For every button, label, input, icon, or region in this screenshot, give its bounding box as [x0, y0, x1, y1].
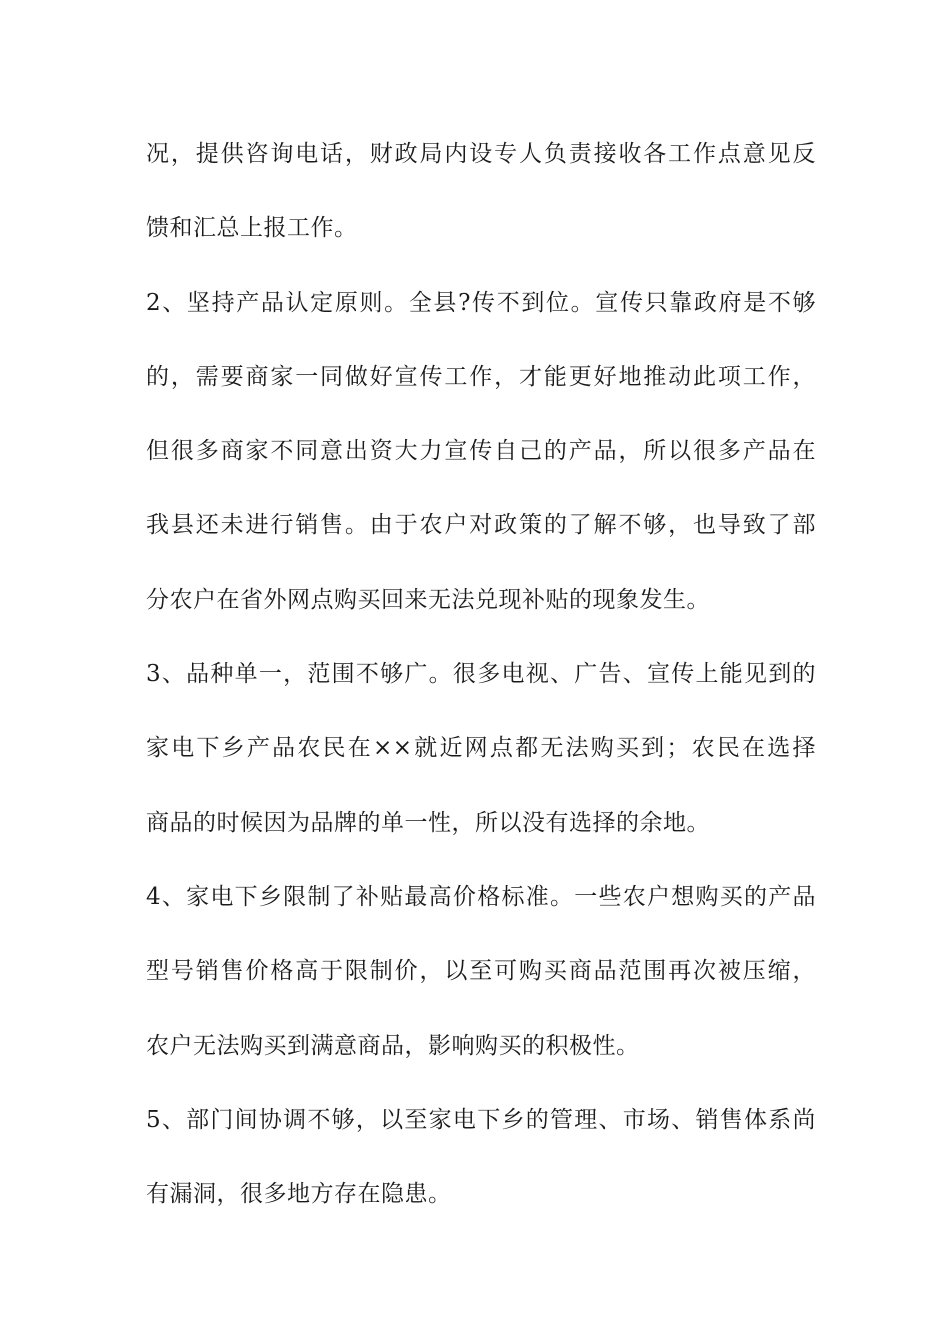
- document-body: [146, 128, 816, 1242]
- text-line-2: 馈和汇总上报工作。: [146, 215, 358, 242]
- text-line-4: 的，需要商家一同做好宣传工作，才能更好地推动此项工作，: [146, 363, 816, 390]
- text-line-5: 但很多商家不同意出资大力宣传自己的产品，所以很多产品在: [146, 438, 816, 465]
- text-line-1: 况，提供咨询电话，财政局内设专人负责接收各工作点意见反: [146, 141, 816, 167]
- text-line-12: 型号销售价格高于限制价，以至可购买商品范围再次被压缩，: [146, 958, 816, 985]
- text-line-11: 4、家电下乡限制了补贴最高价格标准。一些农户想购买的产品: [146, 883, 816, 910]
- text-line-9: 家电下乡产品农民在××就近网点都无法购买到；农民在选择: [146, 735, 816, 762]
- text-line-10: 商品的时候因为品牌的单一性，所以没有选择的余地。: [146, 809, 710, 836]
- text-line-7: 分农户在省外网点购买回来无法兑现补贴的现象发生。: [146, 586, 710, 613]
- text-line-3: 2、坚持产品认定原则。全县?传不到位。宣传只靠政府是不够: [146, 289, 816, 316]
- text-line-13: 农户无法购买到满意商品，影响购买的积极性。: [146, 1032, 640, 1059]
- text-line-14: 5、部门间协调不够，以至家电下乡的管理、市场、销售体系尚: [146, 1106, 816, 1133]
- text-line-8: 3、品种单一，范围不够广。很多电视、广告、宣传上能见到的: [146, 661, 816, 688]
- text-line-6: 我县还未进行销售。由于农户对政策的了解不够，也导致了部: [146, 512, 816, 539]
- text-line-15: 有漏洞，很多地方存在隐患。: [146, 1181, 452, 1208]
